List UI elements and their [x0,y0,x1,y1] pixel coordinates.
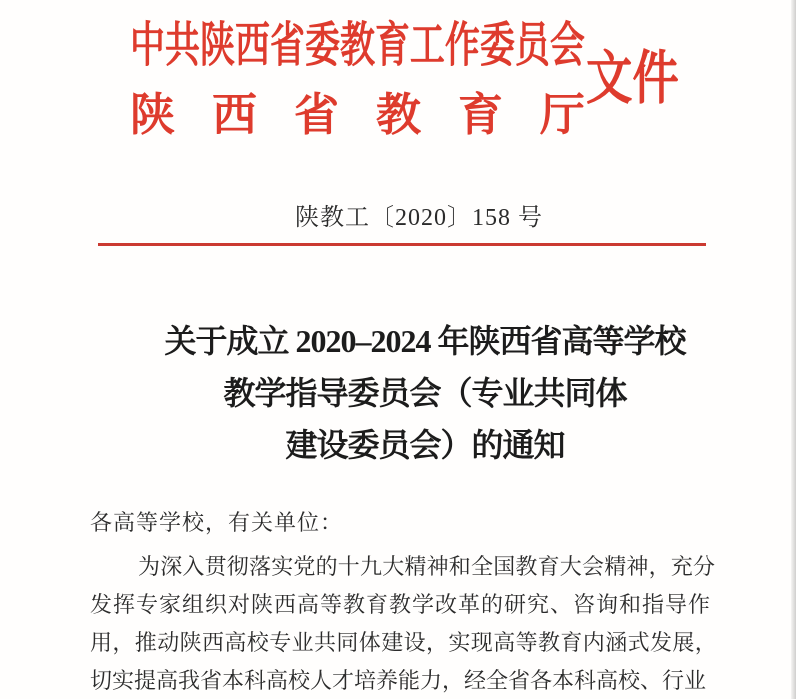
salutation-line: 各高等学校，有关单位： [90,510,344,535]
issuing-org-line1: 中共陕西省委教育工作委员会 [130,19,585,72]
org-line2-char: 教 [375,90,421,140]
org-line2-char: 西 [211,90,257,140]
document-title [54,315,796,471]
red-divider-line [98,243,706,246]
document-reference-number: 陕教工〔2020〕158 号 [295,205,543,231]
org-line2-char: 育 [457,90,503,140]
title-line-3: 建设委员会）的通知 [285,427,565,463]
org-line2-char: 省 [293,90,339,140]
paragraph-line: 切实提高我省本科高校人才培养能力，经全省各本科高校、行业 [90,668,707,693]
org-line2-char: 陕 [130,90,176,140]
doc-type-label: 文件 [586,46,679,111]
title-line-2: 教学指导委员会（专业共同体 [223,375,627,411]
scan-edge-shadow [791,0,796,699]
org-line2-char: 厅 [539,90,585,140]
title-line-1: 关于成立 2020–2024 年陕西省高等学校 [164,323,686,359]
paragraph-line: 用，推动陕西高校专业共同体建设，实现高等教育内涵式发展， [90,630,718,655]
issuing-org-line2 [130,90,585,140]
paragraph-line: 发挥专家组织对陕西高等教育教学改革的研究、咨询和指导作 [90,592,712,617]
paragraph-line: 为深入贯彻落实党的十九大精神和全国教育大会精神，充分 [138,554,716,579]
